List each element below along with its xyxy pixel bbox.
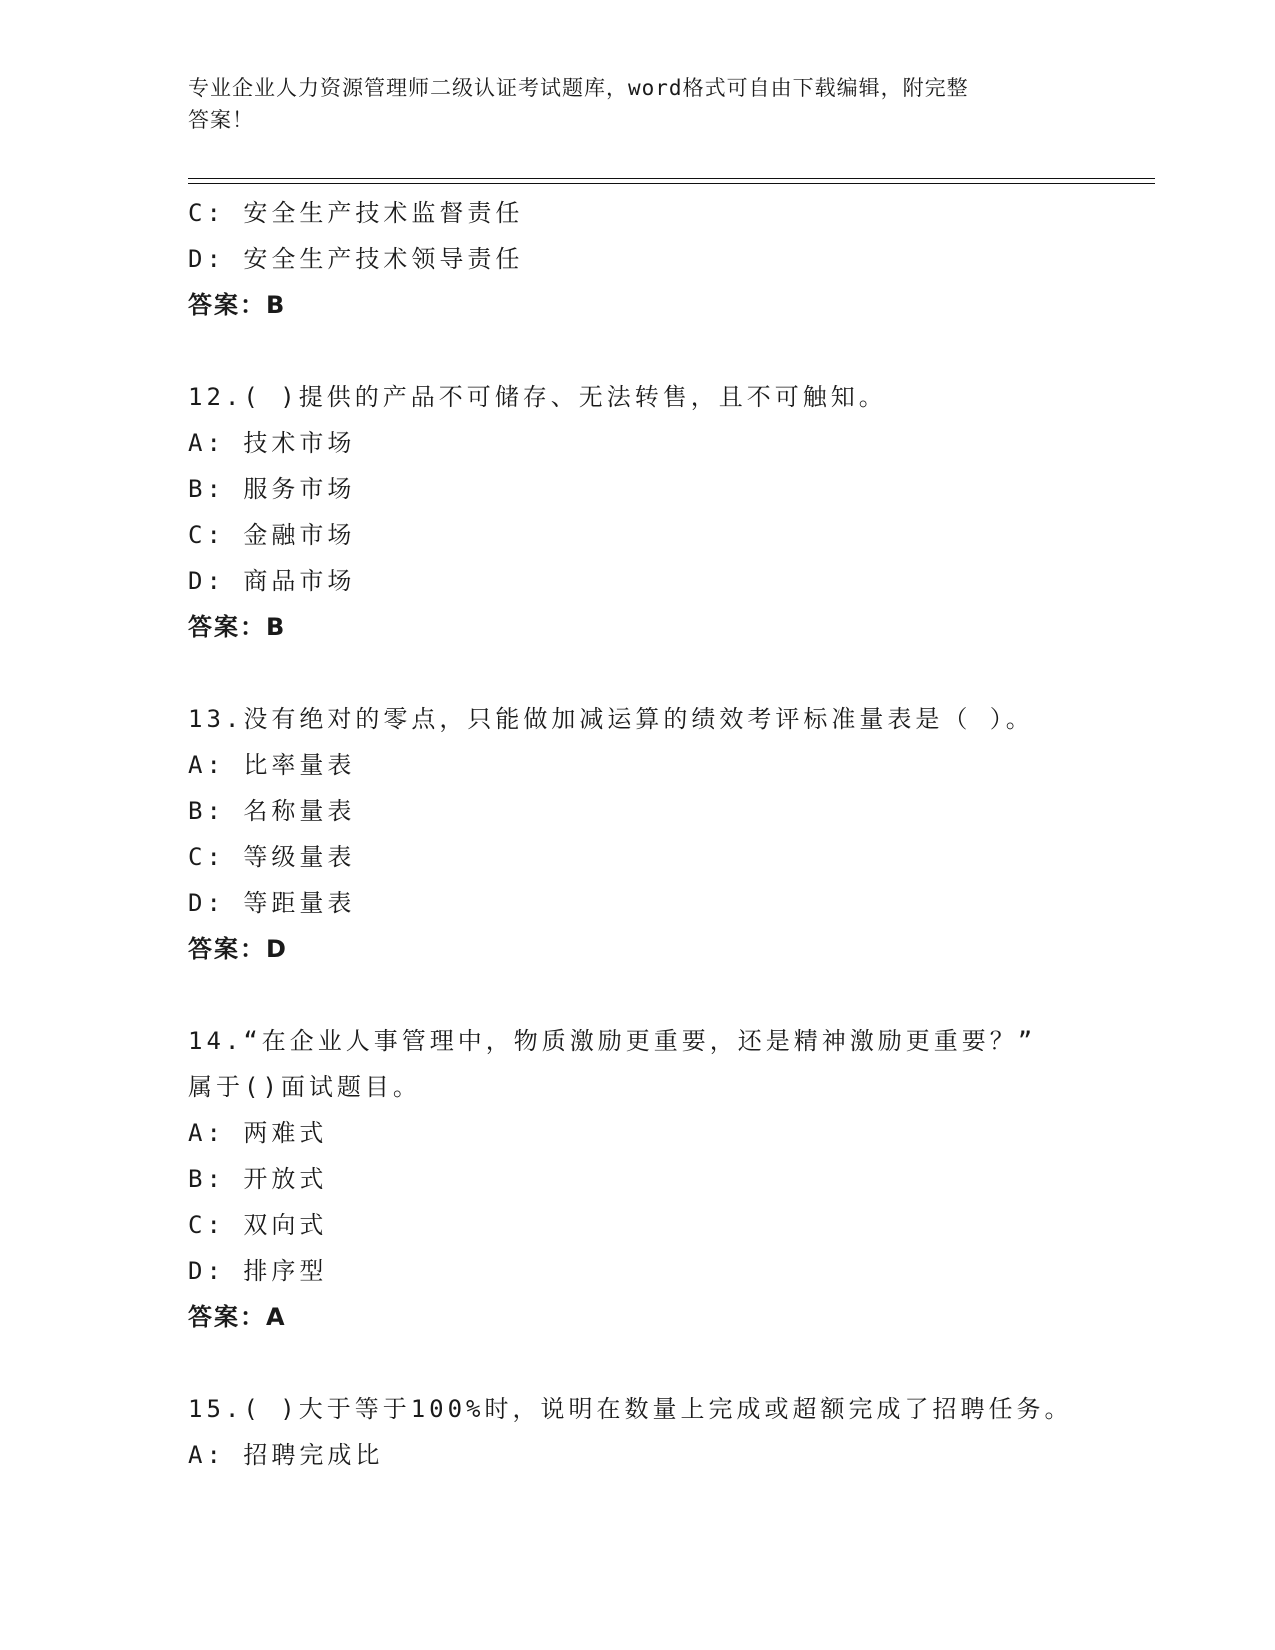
answer-line: 答案：D (188, 935, 288, 963)
header-line-1: 专业企业人力资源管理师二级认证考试题库，word格式可自由下载编辑，附完整 (188, 76, 969, 100)
option-d: D: 排序型 (188, 1257, 328, 1285)
answer-line: 答案：B (188, 291, 287, 319)
option-a: A: 技术市场 (188, 429, 356, 457)
question-14-line-2: 属于()面试题目。 (188, 1073, 421, 1101)
option-b: B: 服务市场 (188, 475, 356, 503)
option-a: A: 比率量表 (188, 751, 356, 779)
header-line-2: 答案！ (188, 108, 254, 132)
spacer (188, 650, 1148, 696)
document-header (188, 72, 1088, 136)
question-13: 13.没有绝对的零点，只能做加减运算的绩效考评标准量表是（ ）。 (188, 705, 1034, 733)
option-d: D: 商品市场 (188, 567, 356, 595)
option-c: C: 双向式 (188, 1211, 328, 1239)
header-divider-top (188, 178, 1155, 179)
option-a: A: 招聘完成比 (188, 1441, 384, 1469)
option-a: A: 两难式 (188, 1119, 328, 1147)
option-b: B: 名称量表 (188, 797, 356, 825)
answer-line: 答案：A (188, 1303, 287, 1331)
option-c: C: 安全生产技术监督责任 (188, 199, 524, 227)
question-12: 12.( )提供的产品不可储存、无法转售，且不可触知。 (188, 383, 887, 411)
option-c: C: 金融市场 (188, 521, 356, 549)
spacer (188, 328, 1148, 374)
question-14-line-1: 14.“在企业人事管理中，物质激励更重要，还是精神激励更重要？” (188, 1027, 1037, 1055)
answer-line: 答案：B (188, 613, 287, 641)
option-b: B: 开放式 (188, 1165, 328, 1193)
option-d: D: 等距量表 (188, 889, 356, 917)
option-c: C: 等级量表 (188, 843, 356, 871)
question-content (188, 190, 1148, 1478)
spacer (188, 972, 1148, 1018)
spacer (188, 1340, 1148, 1386)
option-d: D: 安全生产技术领导责任 (188, 245, 524, 273)
header-divider-bottom (188, 183, 1155, 184)
question-15: 15.( )大于等于100%时，说明在数量上完成或超额完成了招聘任务。 (188, 1395, 1073, 1423)
